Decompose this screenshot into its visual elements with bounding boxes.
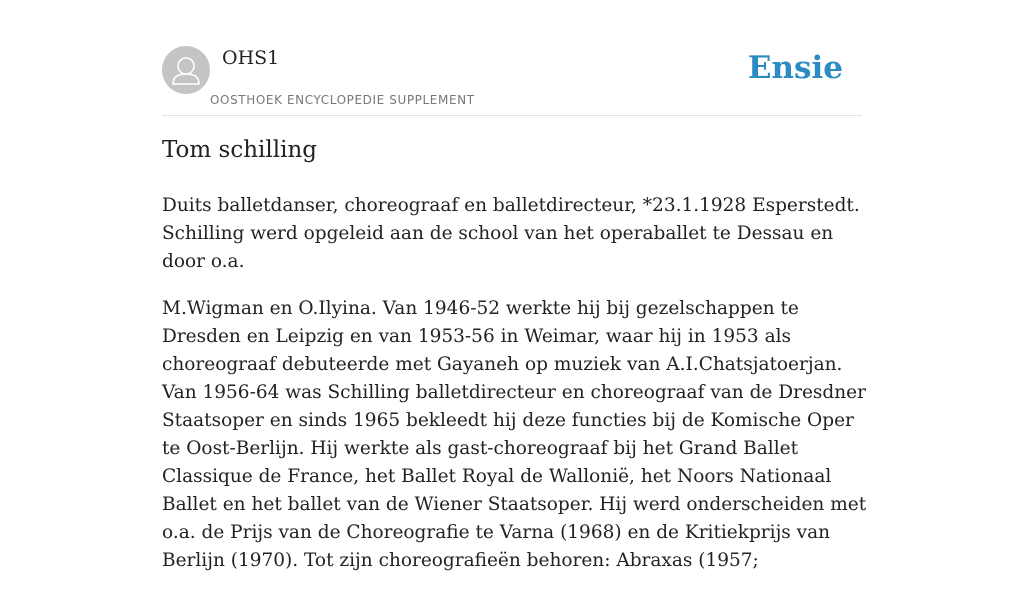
source-label[interactable]: OOSTHOEK ENCYCLOPEDIE SUPPLEMENT — [210, 93, 475, 107]
author-avatar[interactable] — [162, 46, 210, 94]
article-body — [162, 192, 867, 594]
author-name[interactable]: OHS1 — [222, 47, 280, 69]
article-title: Tom schilling — [162, 137, 317, 163]
ensie-logo[interactable]: Ensie — [747, 50, 843, 86]
article-paragraph: Duits balletdanser, choreograaf en balletdirecteur, *23.1.1928 Esperstedt. Schilling werd opgeleid aan de school van het operaballet te Dessau en door o.a. — [162, 195, 860, 272]
article-header — [162, 46, 862, 116]
article-paragraph: M.Wigman en O.Ilyina. Van 1946-52 werkte hij bij gezelschappen te Dresden en Leipzig en van 1953-56 in Weimar, waar hij in 1953 als choreograaf debuteerde met Gayaneh op muziek van A.I.Chatsjatoerjan. Van 1956-64 was Schilling balletdirecteur en choreograaf van de Dresdner Staatsoper en sinds 1965 bekleedt hij deze functies bij de Komische Oper te Oost-Berlijn. Hij werkte als gast-choreograaf bij het Grand Ballet Classique de France, het Ballet Royal de Wallonië, het Noors Nationaal Ballet en het ballet van de Wiener Staatsoper. Hij werd onderscheiden met o.a. de Prijs van de Choreografie te Varna (1968) en de Kritiekprijs van Berlijn (1970). Tot zijn choreografieën behoren: Abraxas (1957; — [162, 298, 867, 571]
user-icon — [162, 46, 210, 94]
